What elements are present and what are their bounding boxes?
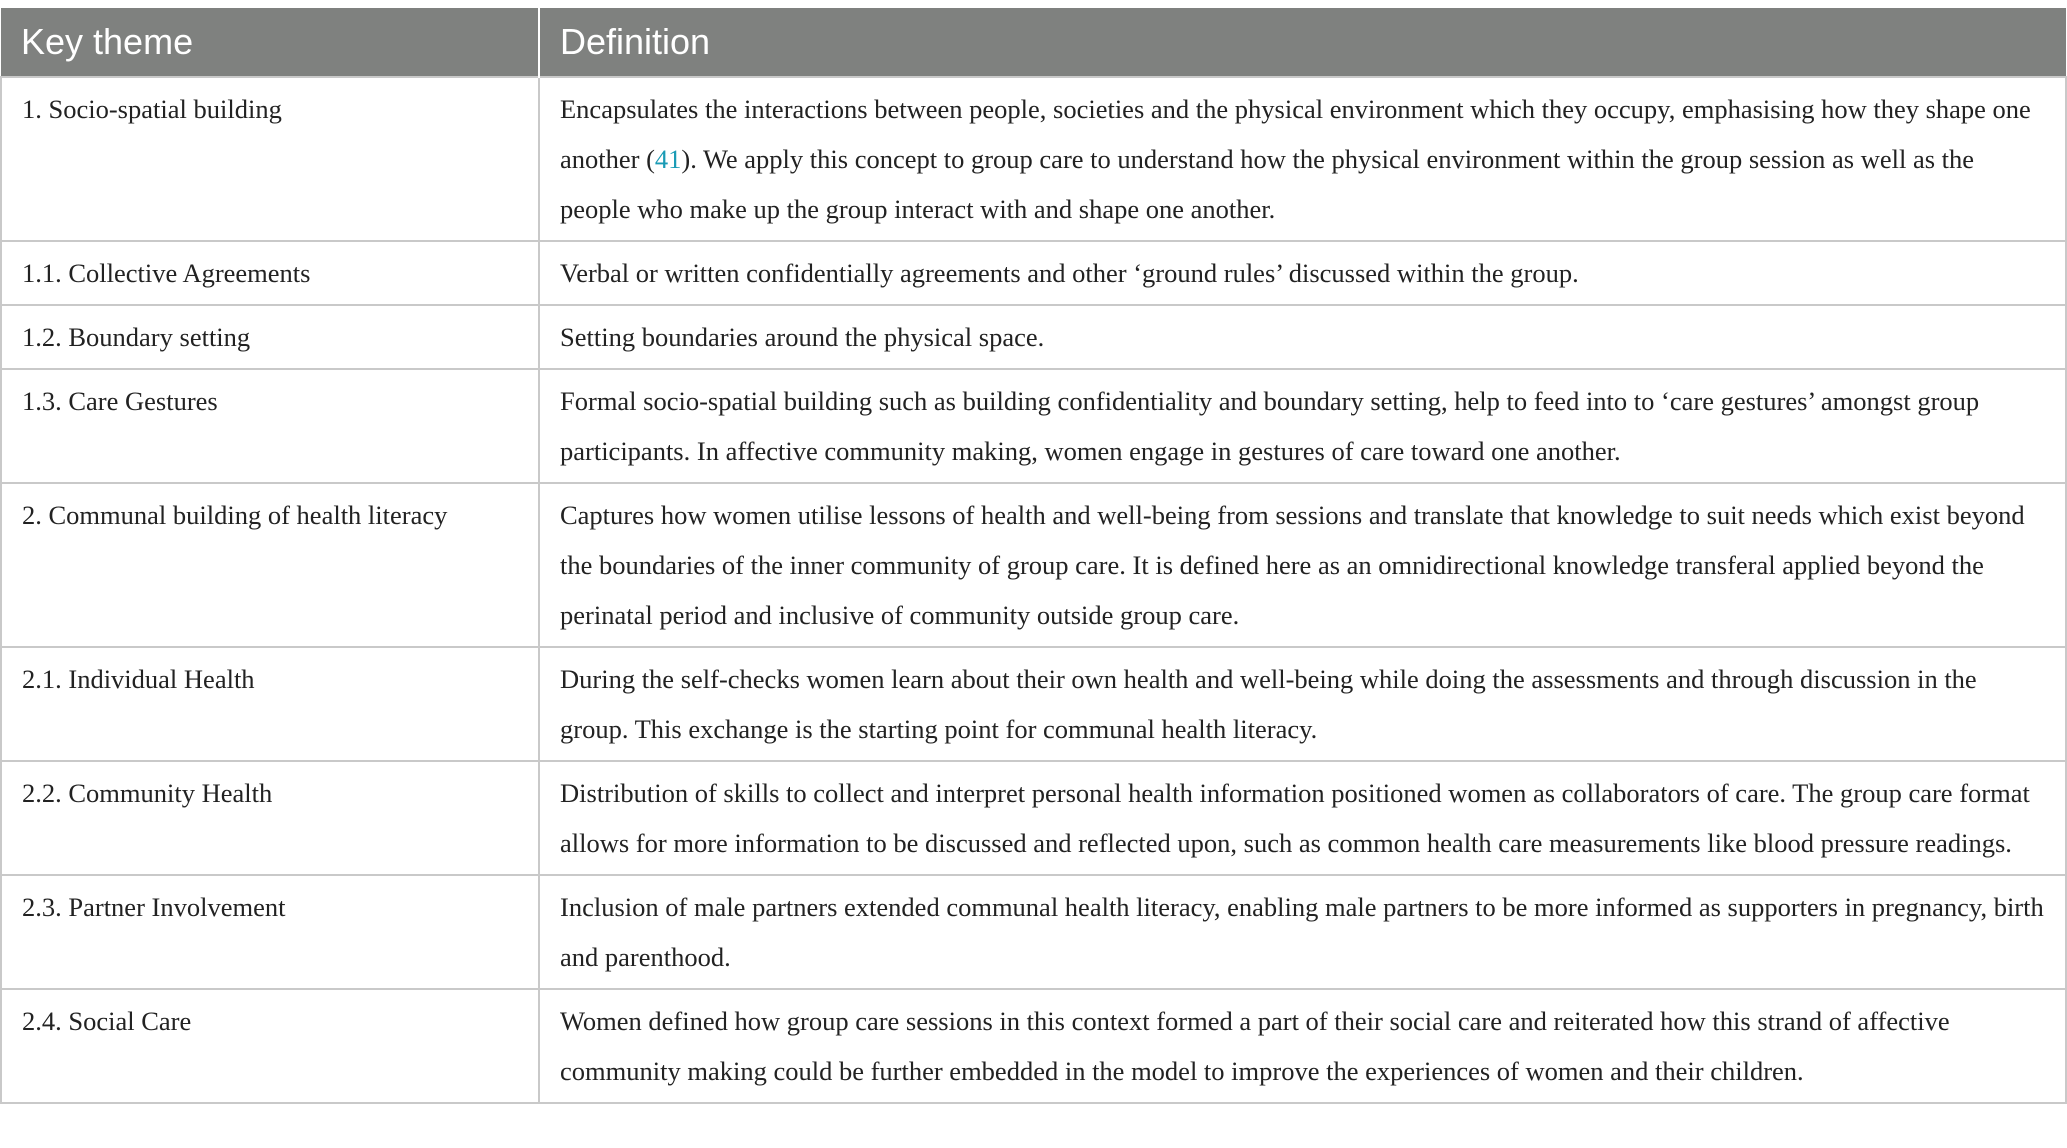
definition-text: Encapsulates the interactions between people, societies and the physical environment which they occupy, emphasising how they shape one another ( bbox=[560, 94, 2031, 174]
definition-cell: Inclusion of male partners extended communal health literacy, enabling male partners to be more informed as supporters in pregnancy, birth and parenthood. bbox=[539, 875, 2066, 989]
table-row bbox=[1, 483, 2066, 647]
theme-cell: 2. Communal building of health literacy bbox=[1, 483, 539, 647]
theme-cell: 2.2. Community Health bbox=[1, 761, 539, 875]
header-definition: Definition bbox=[539, 8, 2066, 77]
definition-cell: Formal socio-spatial building such as building confidentiality and boundary setting, help to feed into to ‘care gestures’ amongst group participants. In affective community making, women engage in gestures of care toward one another. bbox=[539, 369, 2066, 483]
citation-link[interactable]: 41 bbox=[654, 144, 682, 174]
table-row bbox=[1, 647, 2066, 761]
table-row bbox=[1, 761, 2066, 875]
definition-cell: Distribution of skills to collect and interpret personal health information positioned women as collaborators of care. The group care format allows for more information to be discussed and reflected upon, such as common health care measurements like blood pressure readings. bbox=[539, 761, 2066, 875]
table-row bbox=[1, 77, 2066, 241]
header-row bbox=[1, 8, 2066, 77]
table-body bbox=[1, 77, 2066, 1103]
theme-cell: 1.1. Collective Agreements bbox=[1, 241, 539, 305]
definition-cell bbox=[539, 77, 2066, 241]
theme-cell: 2.3. Partner Involvement bbox=[1, 875, 539, 989]
definition-cell: Setting boundaries around the physical space. bbox=[539, 305, 2066, 369]
themes-table-container bbox=[0, 8, 2065, 1104]
definition-cell: Captures how women utilise lessons of health and well-being from sessions and translate that knowledge to suit needs which exist beyond the boundaries of the inner community of group care. It is defined here as an omnidirectional knowledge transferal applied beyond the perinatal period and inclusive of community outside group care. bbox=[539, 483, 2066, 647]
definition-cell: Women defined how group care sessions in this context formed a part of their social care and reiterated how this strand of affective community making could be further embedded in the model to improve the experiences of women and their children. bbox=[539, 989, 2066, 1103]
table-row bbox=[1, 369, 2066, 483]
theme-cell: 2.4. Social Care bbox=[1, 989, 539, 1103]
table-row bbox=[1, 305, 2066, 369]
table-header bbox=[1, 8, 2066, 77]
definition-text: ). We apply this concept to group care to understand how the physical environment within the group session as well as the people who make up the group interact with and shape one another. bbox=[560, 144, 1975, 224]
table-row bbox=[1, 241, 2066, 305]
theme-cell: 1. Socio-spatial building bbox=[1, 77, 539, 241]
theme-cell: 2.1. Individual Health bbox=[1, 647, 539, 761]
themes-table bbox=[0, 8, 2067, 1104]
theme-cell: 1.3. Care Gestures bbox=[1, 369, 539, 483]
header-key-theme: Key theme bbox=[1, 8, 539, 77]
theme-cell: 1.2. Boundary setting bbox=[1, 305, 539, 369]
definition-cell: Verbal or written confidentially agreements and other ‘ground rules’ discussed within the group. bbox=[539, 241, 2066, 305]
table-row bbox=[1, 875, 2066, 989]
table-row bbox=[1, 989, 2066, 1103]
definition-cell: During the self-checks women learn about their own health and well-being while doing the assessments and through discussion in the group. This exchange is the starting point for communal health literacy. bbox=[539, 647, 2066, 761]
